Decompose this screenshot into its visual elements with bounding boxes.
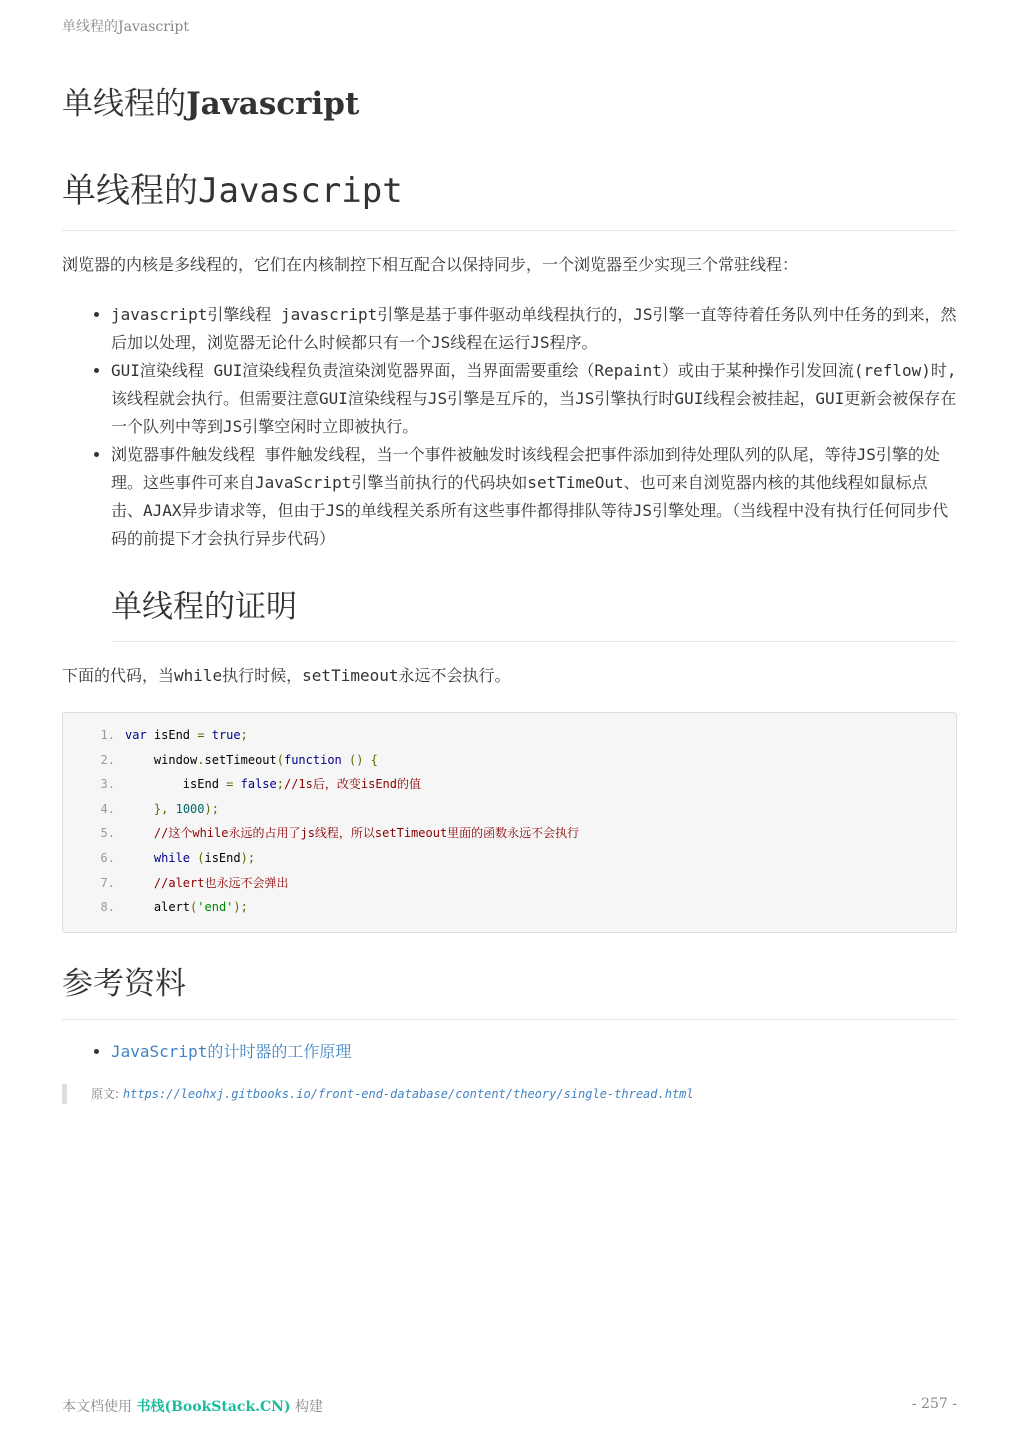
line-number: 4. bbox=[100, 801, 115, 816]
line-number: 3. bbox=[100, 777, 115, 792]
thread-list bbox=[62, 301, 957, 553]
code-line: 5. //这个while永远的占用了js线程，所以setTimeout里面的函数永远不会执行 bbox=[63, 821, 956, 846]
subsection-title: 单线程的证明 bbox=[111, 583, 957, 642]
line-number: 7. bbox=[100, 875, 115, 890]
source-label: 原文: bbox=[91, 1086, 120, 1101]
list-item: • javascript引擎线程 javascript引擎是基于事件驱动单线程执行的，JS引擎一直等待着任务队列中任务的到来，然后加以处理，浏览器无论什么时候都只有一个JS线程在运行JS程序。 bbox=[111, 301, 957, 357]
code-line: 6. while ( isEnd ); bbox=[63, 846, 956, 871]
page-number: - 257 - bbox=[911, 1396, 957, 1412]
list-item: • 浏览器事件触发线程 事件触发线程，当一个事件被触发时该线程会把事件添加到待处理队列的队尾，等待JS引擎的处理。这些事件可来自JavaScript引擎当前执行的代码块如setTimeOut、也可来自浏览器内核的其他线程如鼠标点击、AJAX异步请求等，但由于JS的单线程关系所有这些事件都得排队等待JS引擎处理。（当线程中没有执行任何同步代码的前提下才会执行异步代码） bbox=[111, 441, 957, 553]
section-title-en: Javascript bbox=[198, 171, 403, 211]
code-line: 2. window . setTimeout ( function () { bbox=[63, 748, 956, 773]
line-number: 6. bbox=[100, 850, 115, 865]
article-content bbox=[62, 166, 957, 1104]
code-line: 8. alert ( 'end' ); bbox=[63, 895, 956, 920]
intro-paragraph: 浏览器的内核是多线程的，它们在内核制控下相互配合以保持同步，一个浏览器至少实现三个常驻线程： bbox=[62, 255, 799, 274]
footer-credit: 本文档使用 书栈(BookStack.CN) 构建 bbox=[62, 1399, 324, 1415]
brand-link[interactable]: 书栈(BookStack.CN) bbox=[136, 1399, 291, 1415]
source-blockquote bbox=[62, 1084, 957, 1104]
chapter-title-cn: 单线程的 bbox=[62, 86, 186, 122]
code-line: 3. isEnd = false ; //1s后，改变isEnd的值 bbox=[63, 772, 956, 797]
code-intro-paragraph: 下面的代码，当while执行时候，setTimeout永远不会执行。 bbox=[62, 666, 511, 685]
line-number: 5. bbox=[100, 826, 115, 841]
running-header: 单线程的Javascript bbox=[62, 19, 189, 35]
references-list bbox=[62, 1038, 957, 1066]
list-item: • GUI渲染线程 GUI渲染线程负责渲染浏览器界面，当界面需要重绘（Repaint）或由于某种操作引发回流(reflow)时,该线程就会执行。但需要注意GUI渲染线程与JS引擎是互斥的，当JS引擎执行时GUI线程会被挂起，GUI更新会被保存在一个队列中等到JS引擎空闲时立即被执行。 bbox=[111, 357, 957, 441]
section-title bbox=[62, 166, 957, 231]
references-title: 参考资料 bbox=[62, 961, 957, 1020]
reference-link[interactable]: JavaScript的计时器的工作原理 bbox=[111, 1041, 352, 1061]
source-link[interactable]: https://leohxj.gitbooks.io/front-end-database/content/theory/single-thread.html bbox=[122, 1086, 694, 1101]
chapter-title bbox=[62, 78, 359, 123]
code-line: 4. }, 1000 ); bbox=[63, 797, 956, 822]
section-title-cn: 单线程的 bbox=[62, 171, 198, 211]
code-line: 7. //alert也永远不会弹出 bbox=[63, 871, 956, 896]
list-item bbox=[111, 1038, 957, 1066]
line-number: 8. bbox=[100, 900, 115, 915]
line-number: 1. bbox=[100, 728, 115, 742]
code-line: 1. var isEnd = true ; bbox=[63, 723, 956, 748]
chapter-title-en: Javascript bbox=[186, 86, 360, 122]
code-block bbox=[62, 712, 957, 933]
line-number: 2. bbox=[100, 752, 115, 767]
